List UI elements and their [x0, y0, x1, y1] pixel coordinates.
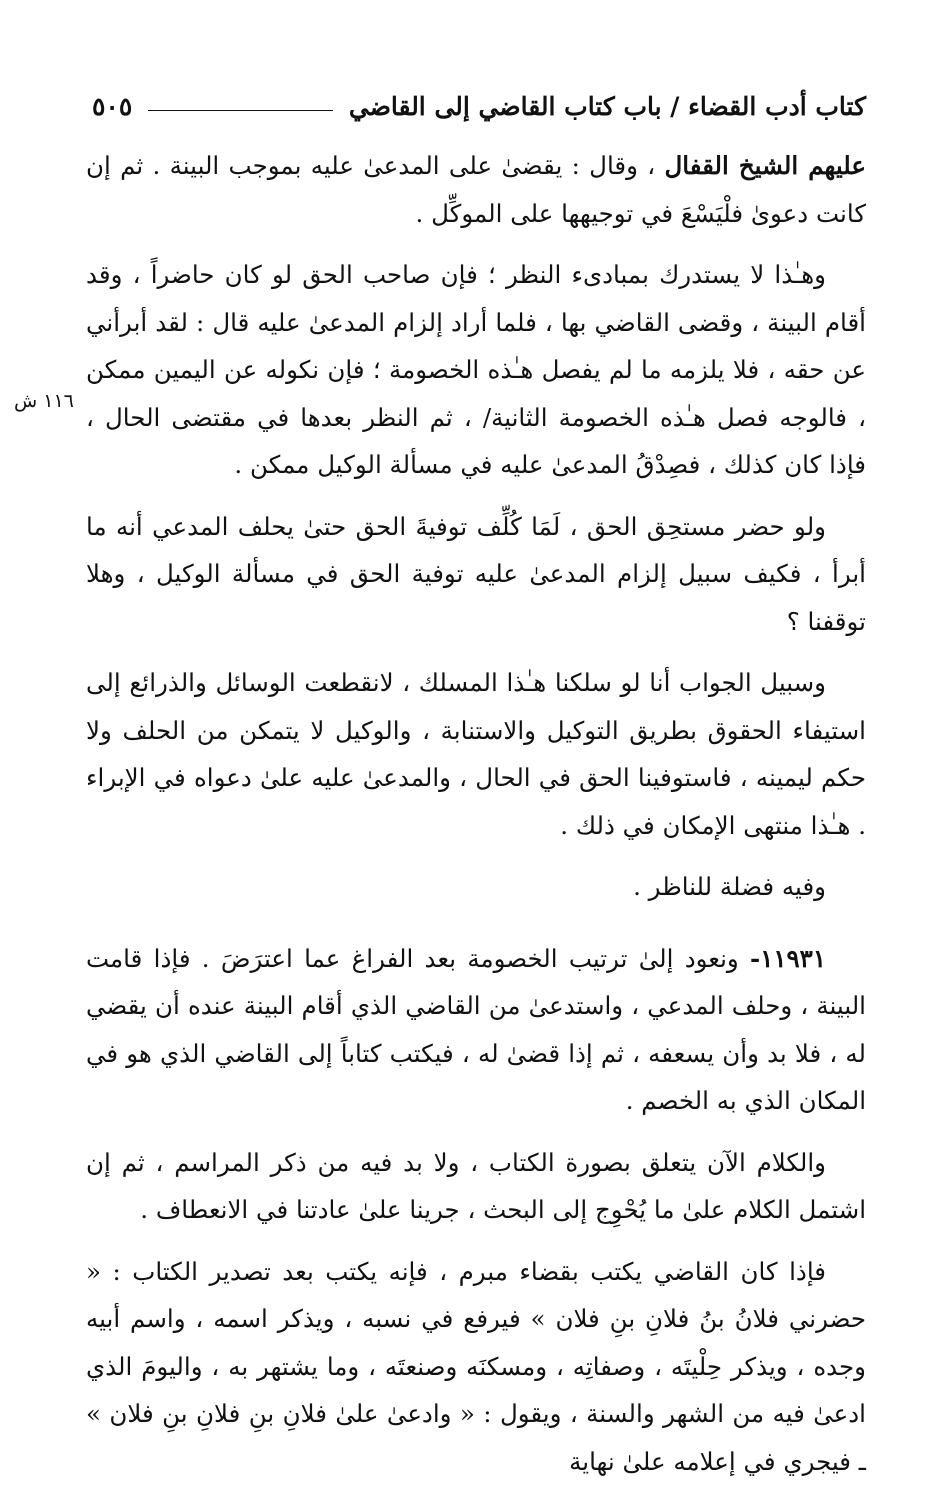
paragraph-7: [86, 1139, 866, 1234]
paragraph-text: وفيه فضلة للناظر .: [633, 872, 826, 901]
body-text: [86, 142, 866, 1499]
paragraph-5: [86, 863, 866, 911]
paragraph-text: ونعود إلىٰ ترتيب الخصومة بعد الفراغ عما اعترَضَ . فإذا قامت البينة ، وحلف المدعي ، واستدعىٰ من القاضي الذي أقام البينة عنده أن يقضي له ، فلا بد وأن يسعفه ، ثم إذا قضىٰ له ، فيكتب كتاباً إلى القاضي الذي هو في المكان الذي به الخصم .: [86, 943, 866, 1115]
paragraph-text: فإذا كان القاضي يكتب بقضاء مبرم ، فإنه يكتب بعد تصدير الكتاب : « حضرني فلانُ بنُ فلانِ بنِ فلان » فيرفع في نسبه ، ويذكر اسمه ، واسم أبيه وجده ، ويذكر حِلْيتَه ، وصفاتِه ، ومسكنَه وصنعتَه ، وما يشتهر به ، واليومَ الذي ادعىٰ فيه من الشهر والسنة ، ويقول : « وادعىٰ علىٰ فلانِ بنِ فلانِ بنِ فلان » ـ فيجري في إعلامه علىٰ نهاية: [86, 1256, 866, 1476]
paragraph-4: [86, 659, 866, 849]
bold-lead-text: عليهم الشيخ القفال: [664, 151, 866, 180]
paragraph-text: وسبيل الجواب أنا لو سلكنا هـٰذا المسلك ، لانقطعت الوسائل والذرائع إلى استيفاء الحقوق بطريق التوكيل والاستنابة ، والوكيل لا يتمكن من الحلف ولا حكم ليمينه ، فاستوفينا الحق في الحال ، والمدعىٰ عليه علىٰ دعواه في الإبراء . هـٰذا منتهى الإمكان في ذلك .: [86, 668, 866, 840]
paragraph-3: [86, 503, 866, 646]
page-number: ٥٠٥: [92, 91, 133, 121]
section-number: ١١٩٣١-: [750, 943, 826, 973]
paragraph-8: [86, 1248, 866, 1486]
paragraph-text: ولو حضر مستحِق الحق ، لَمَا كُلِّف توفيةَ الحق حتىٰ يحلف المدعي أنه ما أبرأ ، فكيف سبيل إلزام المدعىٰ عليه توفية الحق في مسألة الوكيل ، وهلا توقفنا ؟: [86, 511, 866, 636]
header-rule: [148, 110, 333, 111]
paragraph-text: ، وقال : يقضىٰ على المدعىٰ عليه بموجب البينة . ثم إن كانت دعوىٰ فلْيَسْعَ في توجيهها على الموكِّل .: [86, 151, 866, 228]
paragraph-2: [86, 251, 866, 489]
header-title: كتاب أدب القضاء / باب كتاب القاضي إلى القاضي: [348, 91, 866, 121]
margin-folio-note: ١١٦ ش: [14, 390, 74, 412]
paragraph-1: [86, 142, 866, 237]
running-header: [92, 88, 866, 124]
paragraph-text: وهـٰذا لا يستدرك بمبادىء النظر ؛ فإن صاحب الحق لو كان حاضراً ، وقد أقام البينة ، وقضى القاضي بها ، فلما أراد إلزام المدعىٰ عليه قال : لقد أبرأني عن حقه ، فلا يلزمه ما لم يفصل هـٰذه الخصومة ؛ فإن نكوله عن اليمين ممكن ، فالوجه فصل هـٰذه الخصومة الثانية/ ، ثم النظر بعدها في مقتضى الحال ، فإذا كان كذلك ، فصِدْقُ المدعىٰ عليه في مسألة الوكيل ممكن .: [86, 260, 866, 479]
paragraph-text: والكلام الآن يتعلق بصورة الكتاب ، ولا بد فيه من ذكر المراسم ، ثم إن اشتمل الكلام علىٰ ما يُحْوِج إلى البحث ، جرينا علىٰ عادتنا في الانعطاف .: [86, 1147, 866, 1224]
paragraph-6: [86, 935, 866, 1125]
